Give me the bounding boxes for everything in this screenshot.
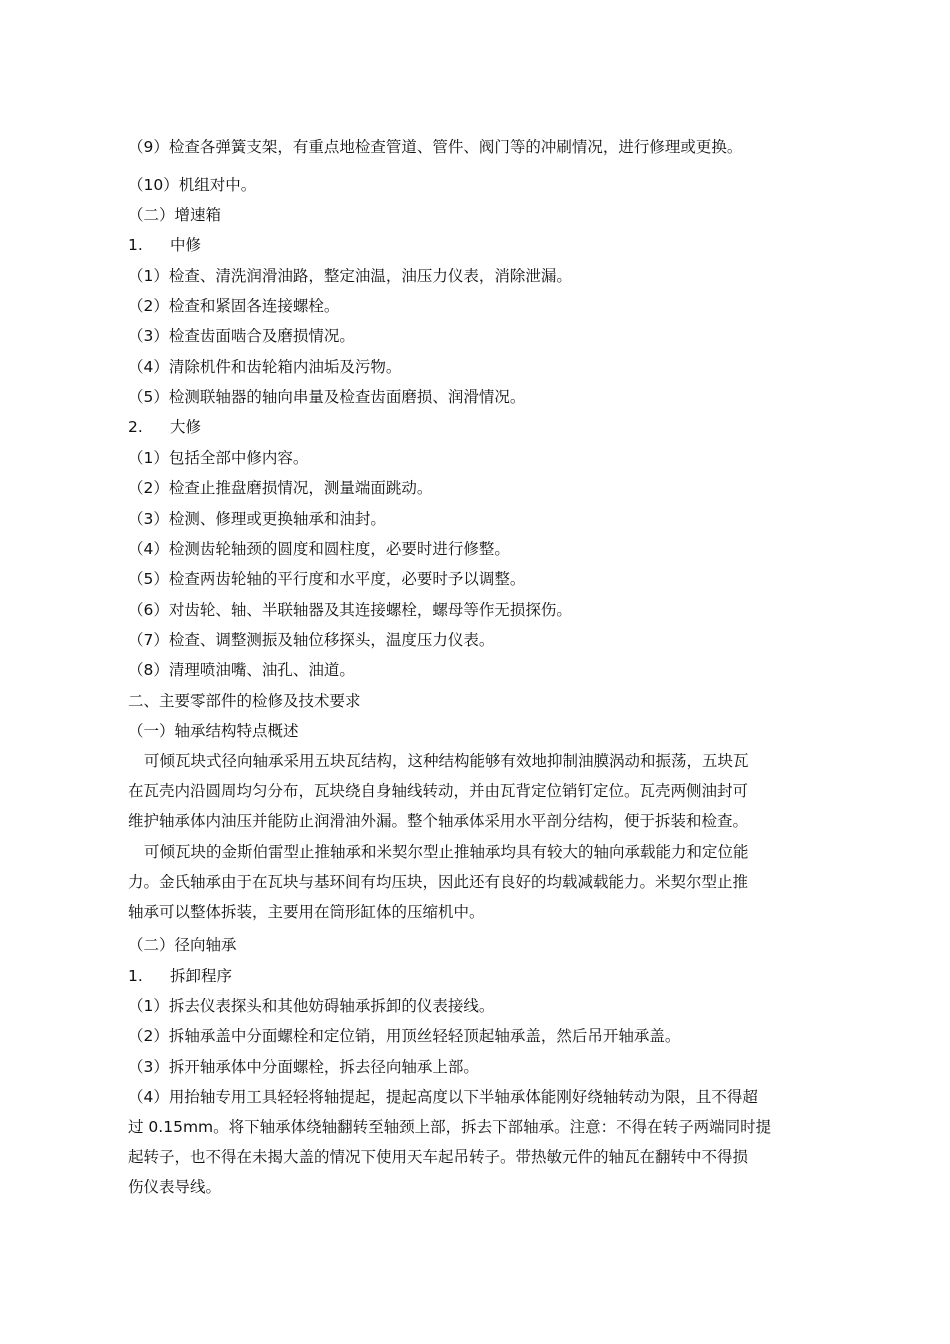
text-line: （2）检查止推盘磨损情况，测量端面跳动。 (128, 479, 433, 497)
section-heading: （一）轴承结构特点概述 (128, 722, 299, 740)
paragraph (128, 837, 828, 927)
heading-number: 1. (128, 967, 143, 985)
text-line: （1）包括全部中修内容。 (128, 449, 309, 467)
paragraph-line: 可倾瓦块式径向轴承采用五块瓦结构，这种结构能够有效地抑制油膜涡动和振荡，五块瓦 (144, 752, 749, 770)
paragraph-line: 在瓦壳内沿圆周均匀分布，瓦块绕自身轴线转动，并由瓦背定位销钉定位。瓦壳两侧油封可 (128, 782, 749, 800)
paragraph-line: 伤仪表导线。 (128, 1178, 222, 1196)
heading-number: 2. (128, 418, 143, 436)
paragraph-line: 可倾瓦块的金斯伯雷型止推轴承和米契尔型止推轴承均具有较大的轴向承载能力和定位能 (144, 843, 749, 861)
text-line: （10）机组对中。 (128, 176, 257, 194)
heading-text: 拆卸程序 (170, 967, 233, 985)
numbered-heading (128, 412, 828, 442)
numbered-heading (128, 230, 828, 260)
paragraph-line: 维护轴承体内油压并能防止润滑油外漏。整个轴承体采用水平剖分结构，便于拆装和检查。 (128, 812, 749, 830)
section-heading: （二）增速箱 (128, 206, 222, 224)
text-line: （1）拆去仪表探头和其他妨碍轴承拆卸的仪表接线。 (128, 997, 495, 1015)
paragraph-line: 过 0.15mm。将下轴承体绕轴翻转至轴颈上部，拆去下部轴承。注意：不得在转子两端同时提 (128, 1118, 772, 1136)
text-line: （6）对齿轮、轴、半联轴器及其连接螺栓，螺母等作无损探伤。 (128, 601, 572, 619)
section-heading: 二、主要零部件的检修及技术要求 (128, 692, 361, 710)
paragraph (128, 1082, 828, 1202)
paragraph-line: （4）用抬轴专用工具轻轻将轴提起，提起高度以下半轴承体能刚好绕轴转动为限，且不得超 (128, 1088, 758, 1106)
text-line: （2）检查和紧固各连接螺栓。 (128, 297, 340, 315)
paragraph-line: 轴承可以整体拆装，主要用在筒形缸体的压缩机中。 (128, 903, 485, 921)
paragraph-line: 力。金氏轴承由于在瓦块与基环间有均压块，因此还有良好的均载减载能力。米契尔型止推 (128, 873, 749, 891)
text-line: （9）检查各弹簧支架，有重点地检查管道、管件、阀门等的冲刷情况，进行修理或更换。 (128, 138, 743, 156)
text-line: （4）检测齿轮轴颈的圆度和圆柱度，必要时进行修整。 (128, 540, 510, 558)
text-line: （8）清理喷油嘴、油孔、油道。 (128, 661, 355, 679)
heading-number: 1. (128, 236, 143, 254)
text-line: （1）检查、清洗润滑油路，整定油温，油压力仪表，消除泄漏。 (128, 267, 572, 285)
paragraph-line: 起转子，也不得在未揭大盖的情况下使用天车起吊转子。带热敏元件的轴瓦在翻转中不得损 (128, 1148, 749, 1166)
section-heading: （二）径向轴承 (128, 936, 237, 954)
text-line: （4）清除机件和齿轮箱内油垢及污物。 (128, 358, 402, 376)
text-line: （3）拆开轴承体中分面螺栓，拆去径向轴承上部。 (128, 1058, 479, 1076)
heading-text: 大修 (170, 418, 202, 436)
text-line: （3）检测、修理或更换轴承和油封。 (128, 510, 386, 528)
text-line: （7）检查、调整测振及轴位移探头，温度压力仪表。 (128, 631, 495, 649)
paragraph (128, 746, 828, 836)
heading-text: 中修 (170, 236, 202, 254)
text-line: （3）检查齿面啮合及磨损情况。 (128, 327, 355, 345)
text-line: （5）检测联轴器的轴向串量及检查齿面磨损、润滑情况。 (128, 388, 526, 406)
text-line: （5）检查两齿轮轴的平行度和水平度，必要时予以调整。 (128, 570, 526, 588)
numbered-heading (128, 961, 828, 991)
text-line: （2）拆轴承盖中分面螺栓和定位销，用顶丝轻轻顶起轴承盖，然后吊开轴承盖。 (128, 1027, 681, 1045)
